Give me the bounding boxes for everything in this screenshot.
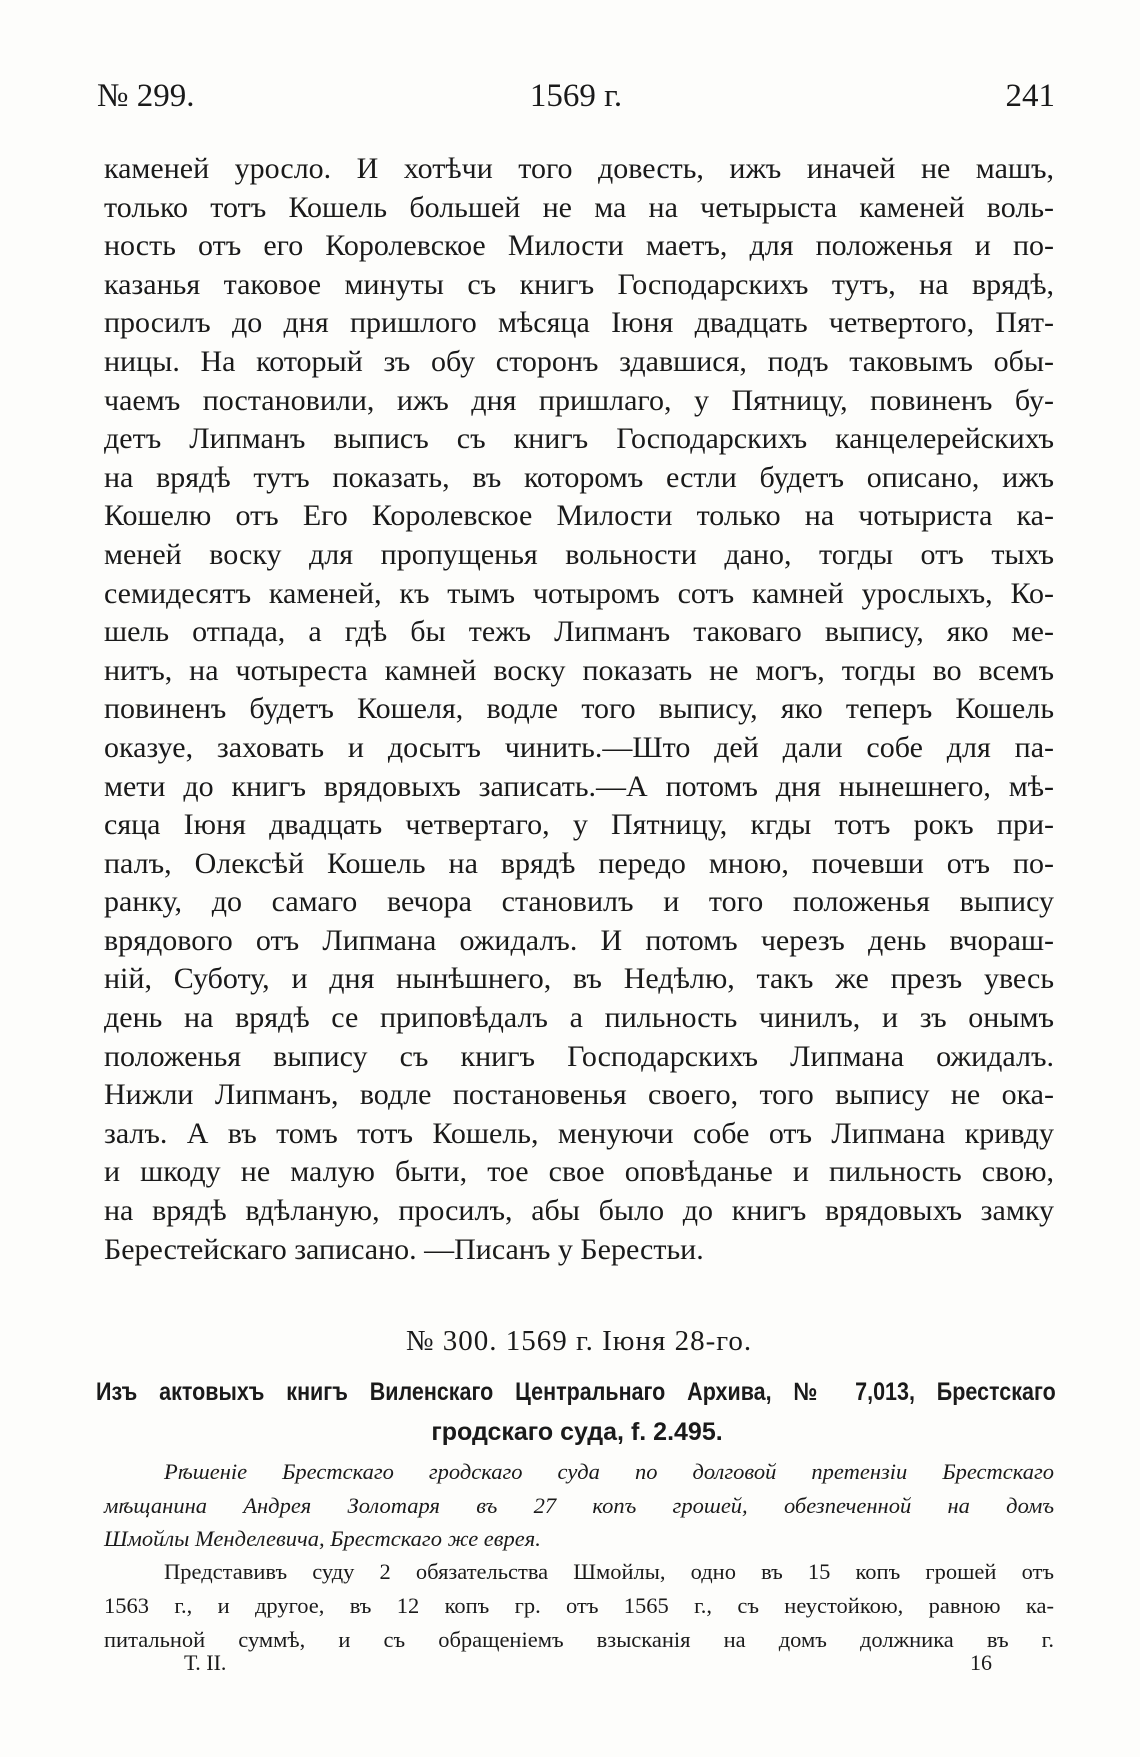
intro-line: 1563 г., и другое, въ 12 копъ гр. отъ 1565 г., съ неустойкою, равною ка- <box>104 1593 1054 1618</box>
sheet-number: 16 <box>970 1650 992 1675</box>
body-line: повиненъ будетъ Кошеля, водле того выпису, яко теперъ Кошель <box>104 692 1054 726</box>
body-line: залъ. А въ томъ тотъ Кошель, менуючи собе отъ Липмана кривду <box>104 1116 1054 1150</box>
body-line: на врядѣ тутъ показать, въ которомъ естли будетъ описано, ижъ <box>104 460 1054 494</box>
summary-line: Шмойлы Менделевича, Брестскаго же еврея. <box>104 1526 541 1551</box>
document-heading: № 300. 1569 г. Іюня 28-го. <box>405 1325 753 1357</box>
body-line: Кошелю отъ Его Королевское Милости только на чотыриста ка- <box>104 499 1054 533</box>
body-line: меней воску для пропущенья вольности дано, тогды отъ тыхъ <box>104 537 1054 571</box>
body-line: ницы. На который зъ обу сторонъ здавшися, подъ таковымъ обы- <box>104 344 1054 378</box>
header-year: 1569 г. <box>529 78 623 114</box>
body-line: сяца Іюня двадцать четвертаго, у Пятницу, кгды тотъ рокъ при- <box>104 808 1054 842</box>
document-number: № 299. <box>97 78 195 114</box>
intro-line: питальной суммѣ, и съ обращеніемъ взысканія на домъ должника въ г. <box>104 1627 1054 1652</box>
volume-signature: Т. II. <box>184 1650 227 1675</box>
body-line: просилъ до дня пришлого мѣсяца Іюня двадцать четвертого, Пят- <box>104 306 1054 340</box>
body-line: день на врядѣ се приповѣдалъ а пильность чинилъ, и зъ онымъ <box>104 1001 1054 1035</box>
body-line: только тотъ Кошель большей не ма на четырыста каменей воль- <box>104 190 1054 224</box>
body-line: палъ, Олексѣй Кошель на врядѣ передо мною, почевши отъ по- <box>104 846 1054 880</box>
body-line: Берестейскаго записано. —Писанъ у Берестьи. <box>104 1232 704 1266</box>
source-line: гродскаго суда, f. 2.495. <box>431 1418 723 1446</box>
body-line: нитъ, на чотыреста камней воску показать не могъ, тогды во всемъ <box>104 653 1054 687</box>
intro-paragraph <box>104 1555 1054 1657</box>
source-line: Изъ актовыхъ книгъ Виленскаго Центральнаго Архива, № 7,013, Брестскаго <box>96 1378 1056 1406</box>
page-header <box>97 78 1055 122</box>
document-summary <box>104 1455 1054 1556</box>
body-line: семидесятъ каменей, къ тымъ чотыромъ сотъ камней урослыхъ, Ко- <box>104 576 1054 610</box>
body-line: и шкоду не малую быти, тое свое оповѣданье и пильность свою, <box>104 1155 1054 1189</box>
summary-line: мѣщанина Андрея Золотаря въ 27 копъ грошей, обезпеченной на домъ <box>104 1492 1054 1518</box>
page-number: 241 <box>1005 78 1055 114</box>
body-line: ній, Суботу, и дня нынѣшнего, въ Недѣлю, такъ же презъ увесь <box>104 962 1054 996</box>
page-footer <box>184 1650 992 1680</box>
body-line: казанья таковое минуты съ книгъ Господарскихъ тутъ, на врядѣ, <box>104 267 1054 301</box>
body-line: ность отъ его Королевское Милости маетъ, для положенья и по- <box>104 229 1054 263</box>
body-line: мети до книгъ врядовыхъ записать.—А потомъ дня нынешнего, мѣ- <box>104 769 1054 803</box>
body-line: ранку, до самаго вечора становилъ и того положенья выпису <box>104 885 1054 919</box>
body-line: на врядѣ вдѣланую, просилъ, абы было до книгъ врядовыхъ замку <box>104 1194 1054 1228</box>
body-line: чаемъ постановили, ижъ дня пришлаго, у Пятницу, повиненъ бу- <box>104 383 1054 417</box>
body-line: каменей уросло. И хотѣчи того довесть, ижъ иначей не машъ, <box>104 152 1054 185</box>
body-text <box>104 150 1054 1269</box>
source-reference <box>96 1372 1058 1452</box>
body-line: положенья выпису съ книгъ Господарскихъ Липмана ожидалъ. <box>104 1039 1054 1073</box>
body-line: врядового отъ Липмана ожидалъ. И потомъ черезъ день вчораш- <box>104 923 1054 957</box>
body-line: шель отпада, а гдѣ бы тежъ Липманъ таковаго выпису, яко ме- <box>104 615 1054 649</box>
body-line: детъ Липманъ выписъ съ книгъ Господарскихъ канцелерейскихъ <box>104 422 1054 456</box>
body-line: оказуе, заховать и досытъ чинить.—Што дей дали собе для па- <box>104 730 1054 764</box>
summary-line: Рѣшеніе Брестскаго гродскаго суда по долговой претензіи Брестскаго <box>164 1459 1054 1484</box>
intro-line: Представивъ суду 2 обязательства Шмойлы, одно въ 15 копъ грошей отъ <box>164 1559 1054 1584</box>
body-line: Нижли Липманъ, водле постановенья своего, того выпису не ока- <box>104 1078 1054 1112</box>
